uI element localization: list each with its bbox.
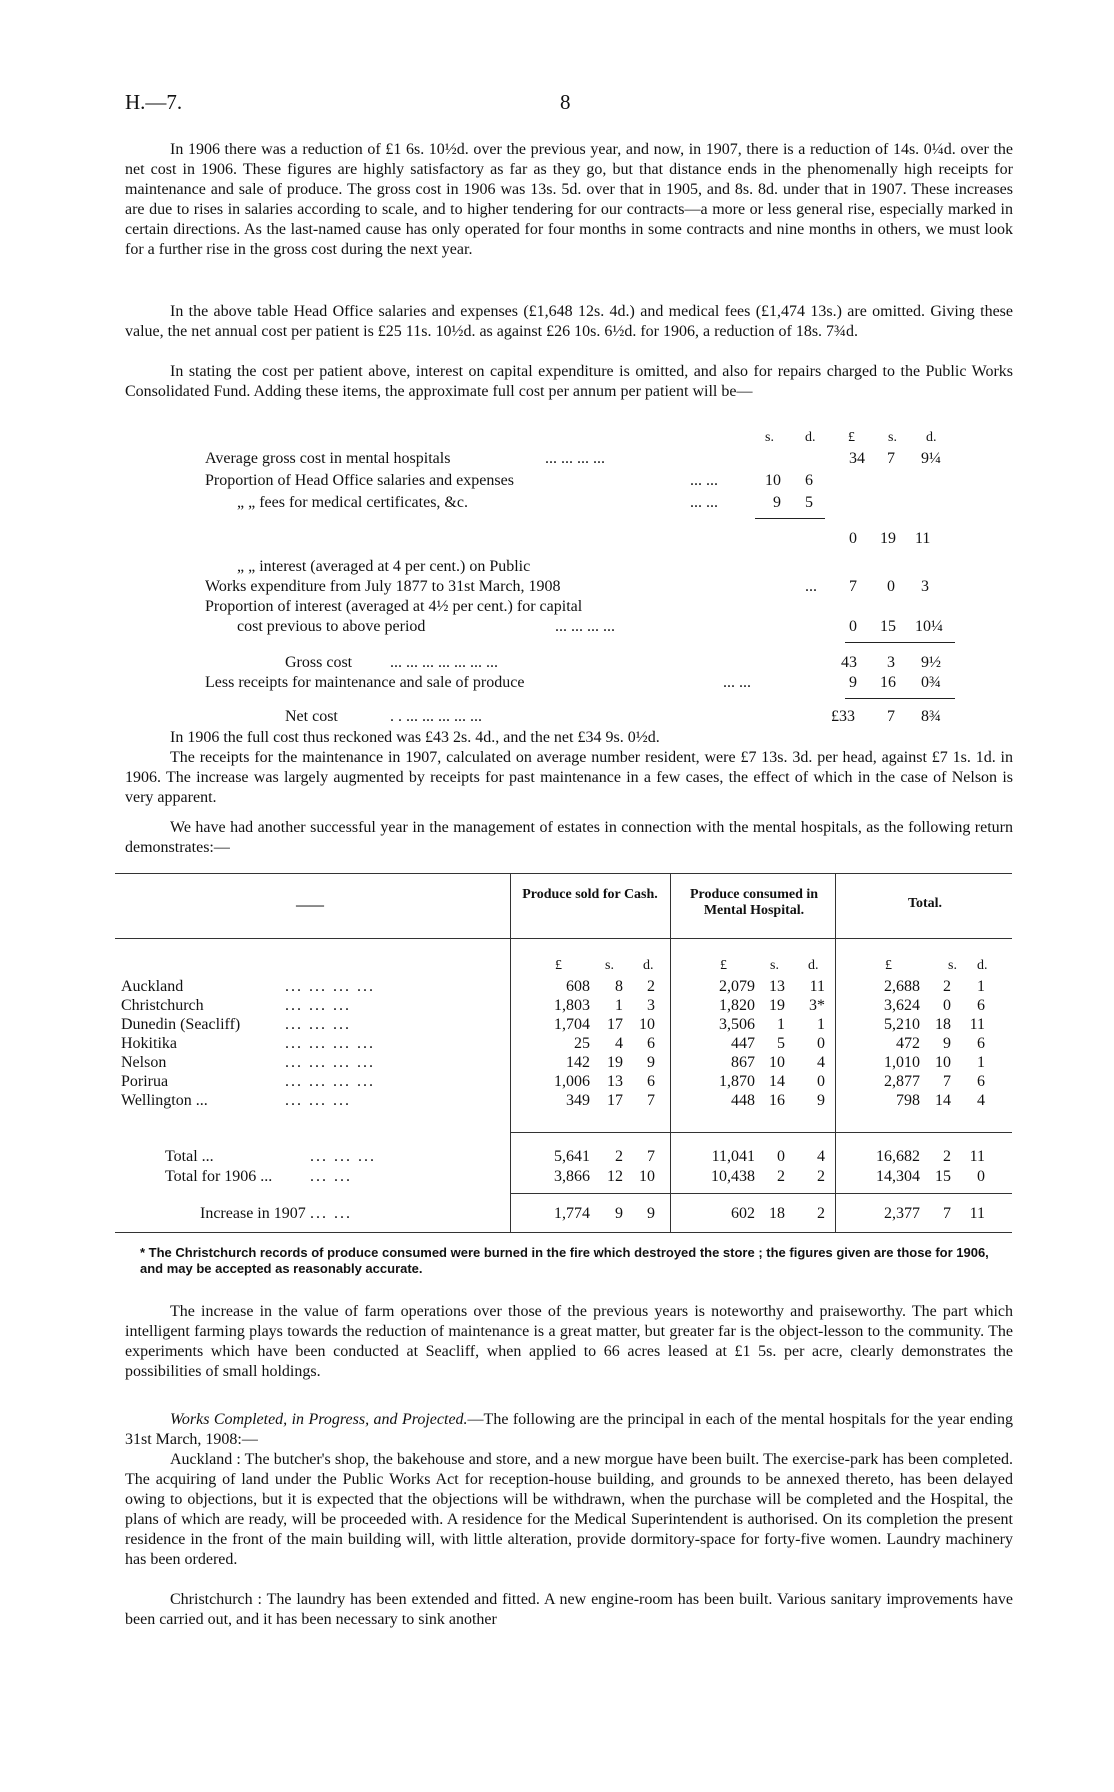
sum-rule [845,642,955,643]
total-pence: 11 [969,1205,985,1222]
total-shillings: 15 [935,1168,951,1185]
consumed-pence: 9 [817,1092,825,1109]
cost-row [125,450,1013,472]
total-shillings: 18 [935,1016,951,1033]
total-shillings: 2 [943,978,951,995]
consumed-pounds: 1,870 [719,1073,755,1090]
total-pounds: 2,877 [884,1073,920,1090]
table-row [115,1016,1012,1035]
total-shillings: 14 [935,1092,951,1109]
total-row [115,1148,1012,1167]
cost-row-label: Works expenditure from July 1877 to 31st March, 1908 [205,578,561,595]
total-pence: 0 [977,1168,985,1185]
pounds-value: 7 [849,578,857,595]
hospital-name: Christchurch [121,997,204,1014]
total-pence: 1 [977,978,985,995]
consumed-shillings: 14 [769,1073,785,1090]
shillings-value: 19 [880,530,896,547]
unit-shillings: s. [605,958,614,973]
total-shillings: 7 [943,1073,951,1090]
consumed-pounds: 447 [731,1035,755,1052]
total-pence: 6 [977,1073,985,1090]
hospital-name: Nelson [121,1054,167,1071]
pounds-value: £33 [831,708,855,725]
unit-shillings: s. [948,958,957,973]
consumed-pounds: 448 [731,1092,755,1109]
sold-shillings: 17 [607,1016,623,1033]
leader-dots: . . ... ... ... ... ... [390,708,482,725]
paragraph-farm-operations: The increase in the value of farm operations over those of the previous years is noteworthy and praiseworthy. The part which intelligent farming plays towards the reduction of maintenance is a great matter, but greater far is the object-lesson to the community. The experiments which have been conducted at Seacliff, when applied to 66 acres leased at £1 5s. per acre, clearly demonstrates the possibilities of small holdings. [125,1303,1013,1380]
hospital-name: Porirua [121,1073,169,1090]
unit-pence: d. [977,958,988,973]
table-header-rule [115,938,1012,939]
farm-produce-table [115,873,1012,1233]
leader-dots: ... ... ... ... [545,450,605,467]
total-row [115,1205,1012,1224]
sold-shillings: 13 [607,1073,623,1090]
pence-value: 9½ [921,654,941,671]
pounds-value: 34 [849,450,865,467]
table-row [115,1073,1012,1092]
sold-shillings: 1 [615,997,623,1014]
total-shillings: 0 [943,997,951,1014]
cost-row-gross [125,654,1013,676]
total-shillings: 9 [943,1035,951,1052]
sold-shillings: 19 [607,1054,623,1071]
leader-dots: ... ... ... ... ... ... ... [390,654,498,671]
cost-row-label: Proportion of interest (averaged at 4½ per cent.) for capital [205,598,583,615]
unit-pounds: £ [720,958,727,973]
consumed-shillings: 1 [777,1016,785,1033]
total-row [115,1168,1012,1187]
total-pounds: 798 [896,1092,920,1109]
cost-row [125,494,1013,516]
leader-dots: ... ... [690,494,718,511]
footnote: * The Christchurch records of produce consumed were burned in the fire which destroyed the store ; the figures given are those for 1906, and may be accepted as reasonably accurate. [140,1245,989,1276]
total-pounds: 472 [896,1035,920,1052]
header-consumed: Produce consumed in Mental Hospital. [689,887,819,918]
pence-value: 9¼ [921,450,941,467]
sold-pounds: 3,866 [554,1168,590,1185]
hospital-name: Total ... [165,1148,214,1165]
sold-pence: 10 [639,1016,655,1033]
hospital-name: Total for 1906 ... [165,1168,273,1185]
cost-row [125,578,1013,600]
hospital-name: Auckland [121,978,184,995]
cost-row [125,598,1013,620]
unit-shillings: s. [770,958,779,973]
cost-row [125,618,1013,640]
cost-row-label: „ „ interest (averaged at 4 per cent.) on Public [237,558,531,575]
unit-pence: d. [805,430,816,445]
consumed-pence: 11 [809,978,825,995]
leader-dots: ... ... ... [285,997,351,1014]
unit-shillings: s. [888,430,897,445]
consumed-pence: 0 [817,1035,825,1052]
table-row [115,1092,1012,1111]
leader-dots: ... ... [723,674,751,691]
table-top-rule [115,873,1012,874]
shillings-value: 3 [887,654,895,671]
header-sold-for-cash: Produce sold for Cash. [522,887,658,902]
unit-row [115,958,1012,977]
paragraph-receipts: The receipts for the maintenance in 1907, calculated on average number resident, were £7 13s. 3d. per head, against £7 1s. 1d. in 1906. The increase was largely augmented by receipts for past maintenance in a few cases, the effect of which in the case of Nelson is very apparent. [125,749,1013,806]
shillings-value: 0 [887,578,895,595]
consumed-pence: 0 [817,1073,825,1090]
consumed-pounds: 10,438 [711,1168,755,1185]
unit-pence: d. [643,958,654,973]
shillings-value: 16 [880,674,896,691]
leader-dots: ... ... ... ... [285,1054,375,1071]
sold-pounds: 25 [574,1035,590,1052]
works-intro: —The following are the principal in each of the mental hospitals for the year ending 31st March, 1908:— [125,1411,1014,1448]
pence-value: 10¼ [915,618,943,635]
paragraph-christchurch-works: Christchurch : The laundry has been extended and fitted. A new engine-room has been built. Various sanitary improvements have been carried out, and it has been necessary to sink another [125,1591,1013,1628]
total-pounds: 3,624 [884,997,920,1014]
table-row [115,1035,1012,1054]
cost-row-net [125,708,1013,730]
total-pence: 1 [977,1054,985,1071]
consumed-pounds: 867 [731,1054,755,1071]
leader-dots: ... ... ... ... [285,1073,375,1090]
total-shillings: 10 [935,1054,951,1071]
shillings-value: 9 [773,494,781,511]
sold-shillings: 4 [615,1035,623,1052]
pence-value: 6 [805,472,813,489]
hospital-name: Wellington ... [121,1092,208,1109]
total-shillings: 2 [943,1148,951,1165]
unit-shillings: s. [765,430,774,445]
subtotal-rule [755,518,825,519]
pounds-value: 9 [849,674,857,691]
consumed-pence: 4 [817,1054,825,1071]
total-pounds: 2,688 [884,978,920,995]
consumed-shillings: 13 [769,978,785,995]
consumed-pounds: 3,506 [719,1016,755,1033]
total-pounds: 1,010 [884,1054,920,1071]
pence-value: 11 [915,530,931,547]
sold-pence: 7 [647,1092,655,1109]
sold-shillings: 8 [615,978,623,995]
leader-dots: ... ... [310,1168,352,1185]
leader-dots: ... ... ... [310,1148,376,1165]
leader-dots: ... ... ... ... [285,1035,375,1052]
unit-pounds: £ [555,958,562,973]
total-pounds: 16,682 [876,1148,920,1165]
leader-dots: ... ... ... [285,1092,351,1109]
cost-row [125,472,1013,494]
consumed-shillings: 10 [769,1054,785,1071]
sold-pounds: 349 [566,1092,590,1109]
pence-value: 3 [921,578,929,595]
total-pence: 11 [969,1016,985,1033]
consumed-pence: 1 [817,1016,825,1033]
sold-pence: 6 [647,1073,655,1090]
consumed-shillings: 19 [769,997,785,1014]
cost-row-receipts [125,674,1013,696]
sold-pence: 6 [647,1035,655,1052]
total-pounds: 14,304 [876,1168,920,1185]
hospital-name: Dunedin (Seacliff) [121,1016,241,1033]
total-pence: 6 [977,1035,985,1052]
cost-row-label: Average gross cost in mental hospitals [205,450,451,467]
shillings-value: 15 [880,618,896,635]
table-bottom-rule [115,1232,1012,1233]
sold-pence: 7 [647,1148,655,1165]
leader-dots: ... ... ... [285,1016,351,1033]
total-pounds: 2,377 [884,1205,920,1222]
paragraph-full-cost-intro: In stating the cost per patient above, interest on capital expenditure is omitted, and also for repairs charged to the Public Works Consolidated Fund. Adding these items, the approximate full cost per annum per patient will be— [125,363,1013,400]
table-row [115,978,1012,997]
paragraph-works [125,1410,1013,1450]
consumed-shillings: 18 [769,1205,785,1222]
pounds-value: 0 [849,530,857,547]
pounds-value: 0 [849,618,857,635]
sold-pounds: 142 [566,1054,590,1071]
sold-pounds: 608 [566,978,590,995]
page-reference: H.—7. [125,90,183,114]
consumed-shillings: 0 [777,1148,785,1165]
page-number: 8 [560,90,571,114]
shillings-value: 10 [765,472,781,489]
shillings-value: 7 [887,450,895,467]
cost-row-label: Net cost [285,708,338,725]
header-total: Total. [907,896,943,911]
consumed-pence: 3* [809,997,825,1014]
hospital-name: Hokitika [121,1035,177,1052]
sold-pounds: 1,704 [554,1016,590,1033]
unit-pence: d. [808,958,819,973]
sold-pounds: 1,803 [554,997,590,1014]
paragraph-auckland-works: Auckland : The butcher's shop, the bakehouse and store, and a new morgue have been built. The exercise-park has been completed. The acquiring of land under the Public Works Act for reception-house building, and grounds to be annexed thereto, has been delayed owing to objections, but it is expected that the objections will be withdrawn, when the purchase will be completed and the Hospital, the plans of which are ready, will be proceeded with. A residence for the Medical Superintendent is authorised. On its completion the present residence in the front of the main building will, with little alteration, provide dormitory-space for forty-five women. Laundry machinery has been ordered. [125,1451,1013,1568]
sold-pence: 2 [647,978,655,995]
sold-shillings: 12 [607,1168,623,1185]
leader-dots: ... [805,578,817,595]
consumed-pounds: 602 [731,1205,755,1222]
leader-dots: ... ... ... ... [555,618,615,635]
cost-row [125,530,1013,552]
pounds-value: 43 [841,654,857,671]
sold-pence: 3 [647,997,655,1014]
leader-dots: ... ... [690,472,718,489]
sold-pounds: 5,641 [554,1148,590,1165]
cost-row-label: Gross cost [285,654,353,671]
cost-row [125,558,1013,580]
sold-pounds: 1,774 [554,1205,590,1222]
unit-pounds: £ [885,958,892,973]
paragraph-1906-full-cost: In 1906 the full cost thus reckoned was £43 2s. 4d., and the net £34 9s. 0½d. [170,729,660,746]
consumed-shillings: 16 [769,1092,785,1109]
sold-shillings: 9 [615,1205,623,1222]
total-shillings: 7 [943,1205,951,1222]
paragraph-head-office: In the above table Head Office salaries and expenses (£1,648 12s. 4d.) and medical fees (£1,474 13s.) are omitted. Giving these value, the net annual cost per patient is £25 11s. 10½d. as against £26 10s. 6½d. for 1906, a reduction of 18s. 7¾d. [125,303,1013,340]
pence-value: 8¾ [921,708,941,725]
total-pence: 6 [977,997,985,1014]
sold-shillings: 17 [607,1092,623,1109]
pence-value: 5 [805,494,813,511]
leader-dots: ... ... [310,1205,352,1222]
pence-value: 0¾ [921,674,941,691]
leader-dots: ... ... ... ... [285,978,375,995]
table-row [115,1054,1012,1073]
total-rule [510,1132,1012,1133]
consumed-pounds: 1,820 [719,997,755,1014]
shillings-value: 7 [887,708,895,725]
sold-pence: 9 [647,1054,655,1071]
sold-pence: 9 [647,1205,655,1222]
consumed-pence: 2 [817,1168,825,1185]
table-row [115,997,1012,1016]
total-pence: 11 [969,1148,985,1165]
total-pounds: 5,210 [884,1016,920,1033]
cost-row-label: Less receipts for maintenance and sale of produce [205,674,525,691]
increase-rule [510,1193,1012,1194]
consumed-pounds: 11,041 [711,1148,755,1165]
cost-row-label: Proportion of Head Office salaries and expenses [205,472,514,489]
sold-pounds: 1,006 [554,1073,590,1090]
consumed-pence: 4 [817,1148,825,1165]
paragraph-cost-reduction: In 1906 there was a reduction of £1 6s. 10½d. over the previous year, and now, in 1907, there is a reduction of 14s. 0¼d. over the net cost in 1906. These figures are highly satisfactory as far as they go, but that distance ends in the phenomenally high receipts for maintenance and sale of produce. The gross cost in 1906 was 13s. 5d. over that in 1905, and 8s. 8d. under that in 1907. These increases are due to rises in salaries according to scale, and to higher tendering for our contracts—a more or less general rise, especially marked in certain directions. As the last-named cause has only operated for four months in some contracts and nine months in others, we must look for a further rise in the gross cost during the next year. [125,141,1013,258]
consumed-pounds: 2,079 [719,978,755,995]
paragraph-estates: We have had another successful year in the management of estates in connection with the mental hospitals, as the following return demonstrates:— [125,819,1013,856]
sold-pence: 10 [639,1168,655,1185]
total-pence: 4 [977,1092,985,1109]
unit-pence: d. [926,430,937,445]
hospital-name: Increase in 1907 [200,1205,306,1222]
net-rule [845,698,955,699]
corner-dash: —— [296,898,324,913]
consumed-shillings: 5 [777,1035,785,1052]
works-heading: Works Completed, in Progress, and Projected. [170,1411,468,1428]
unit-pounds: £ [848,430,855,445]
cost-row-label: cost previous to above period [237,618,426,635]
consumed-shillings: 2 [777,1168,785,1185]
cost-table-units [125,430,1013,452]
cost-row-label: „ „ fees for medical certificates, &c. [237,494,468,511]
sold-shillings: 2 [615,1148,623,1165]
consumed-pence: 2 [817,1205,825,1222]
